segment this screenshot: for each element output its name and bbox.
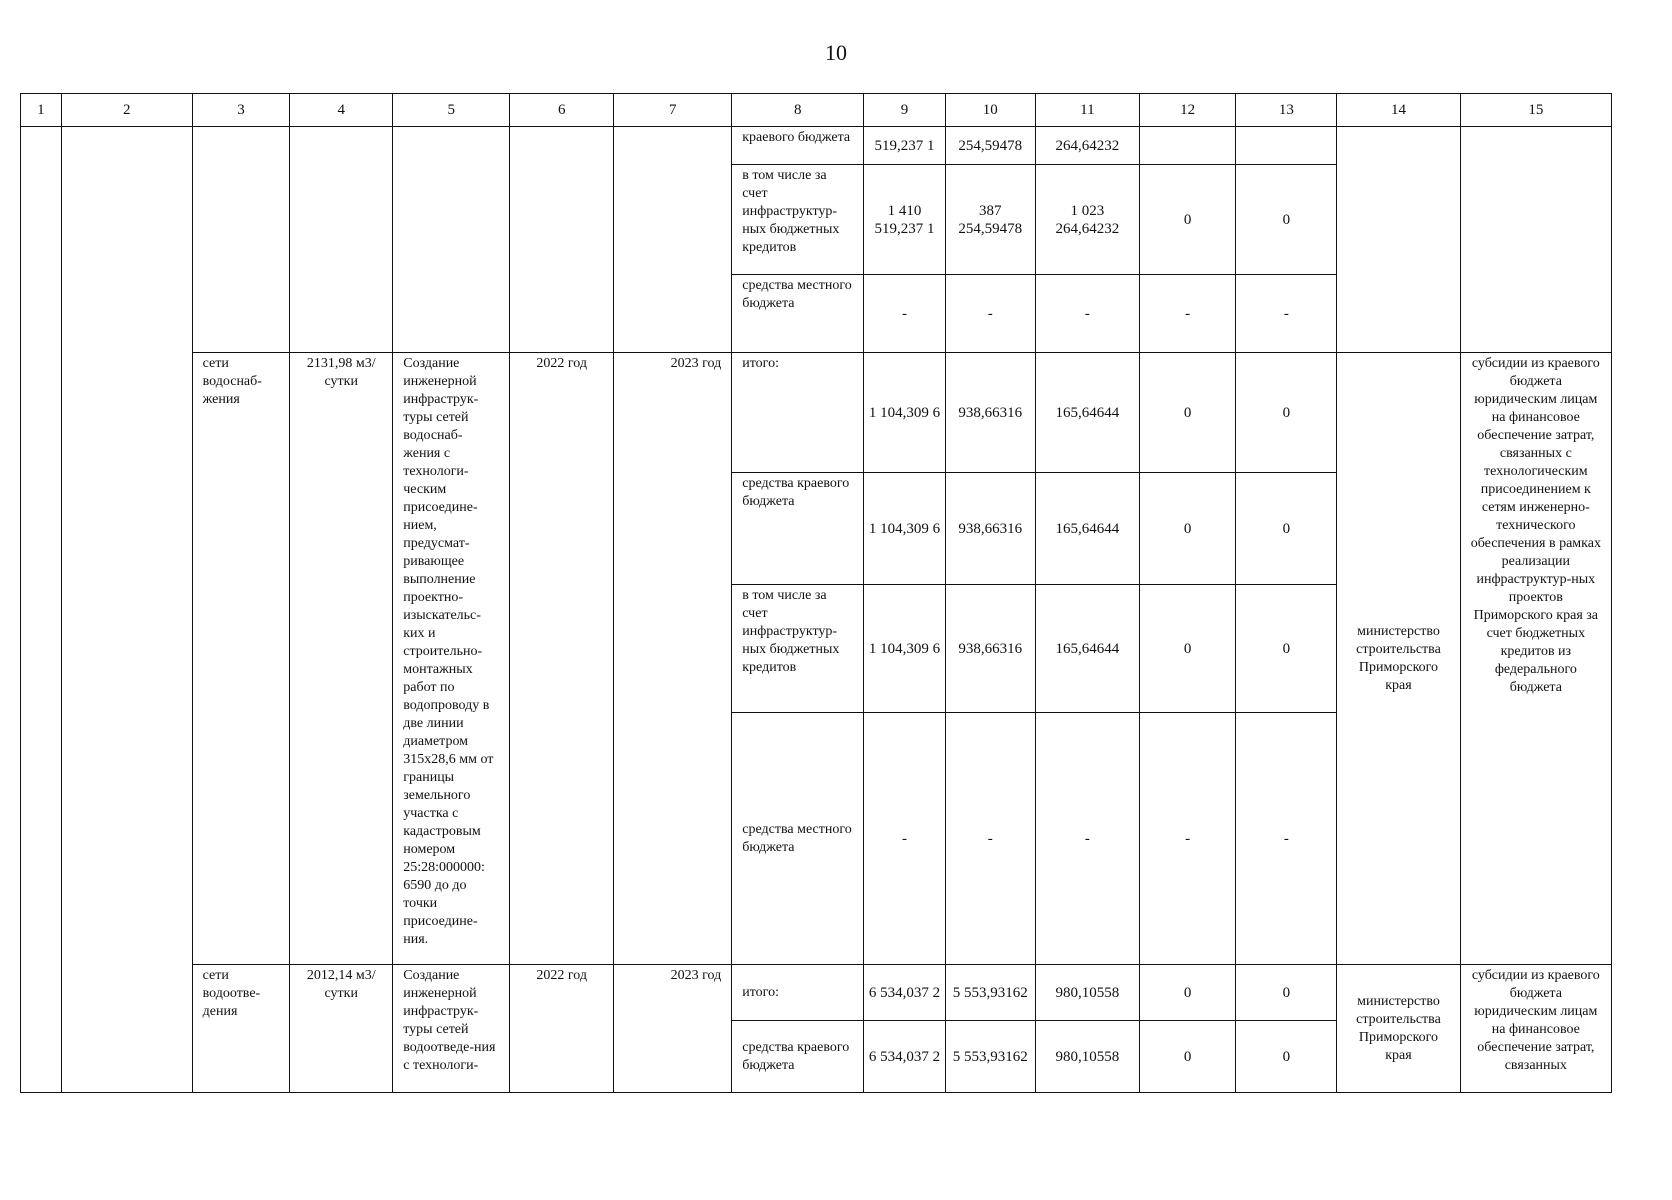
header-col-10: 10 — [945, 94, 1035, 127]
value-2025: 0 — [1236, 165, 1337, 275]
funding-note: субсидии из краевого бюджета юридическим лицам на финансовое обеспечение затрат, связанных с технологическим присоединением к сетям инженерно-технического обеспечения в рамках реализации инфраструктур-ных проектов Приморского края за счет бюджетных кредитов из федерального бюджета — [1460, 353, 1611, 965]
header-col-15: 15 — [1460, 94, 1611, 127]
value-2025: - — [1236, 275, 1337, 353]
value-2022: 5 553,93162 — [945, 965, 1035, 1021]
end-year: 2023 год — [614, 965, 732, 1093]
funding-source: средства местного бюджета — [732, 713, 864, 965]
header-col-9: 9 — [864, 94, 946, 127]
value-2025: - — [1236, 713, 1337, 965]
capacity: 2012,14 м3/сутки — [290, 965, 393, 1093]
value-2025: 0 — [1236, 473, 1337, 585]
funding-note: субсидии из краевого бюджета юридическим лицам на финансовое обеспечение затрат, связанных — [1460, 965, 1611, 1093]
header-col-1: 1 — [21, 94, 62, 127]
value-2023: - — [1035, 713, 1139, 965]
header-col-8: 8 — [732, 94, 864, 127]
header-col-3: 3 — [192, 94, 290, 127]
total-value: 6 534,037 2 — [864, 1021, 946, 1093]
value-2024: 0 — [1139, 1021, 1236, 1093]
investment-table — [20, 93, 1612, 1100]
total-value: - — [864, 713, 946, 965]
value-2023: 980,10558 — [1035, 1021, 1139, 1093]
value-2022: - — [945, 275, 1035, 353]
table-row — [21, 965, 1612, 1021]
cell-col-5 — [393, 127, 510, 353]
value-2023: 264,64232 — [1035, 127, 1139, 165]
total-value: 1 410 519,237 1 — [864, 165, 946, 275]
cell-col-2 — [61, 127, 192, 1093]
responsible-body: министерство строительства Приморского края — [1337, 353, 1460, 965]
funding-source: в том числе за счет инфраструктур-ных бюджетных кредитов — [732, 165, 864, 275]
value-2024 — [1139, 127, 1236, 165]
value-2022: 5 553,93162 — [945, 1021, 1035, 1093]
value-2025: 0 — [1236, 1021, 1337, 1093]
cell-col-4 — [290, 127, 393, 353]
total-value: 1 104,309 6 — [864, 353, 946, 473]
funding-source: итого: — [732, 965, 864, 1021]
total-value: - — [864, 275, 946, 353]
header-col-14: 14 — [1337, 94, 1460, 127]
table-row — [21, 353, 1612, 473]
table-row — [21, 127, 1612, 165]
header-col-5: 5 — [393, 94, 510, 127]
funding-source: средства краевого бюджета — [732, 473, 864, 585]
value-2024: 0 — [1139, 353, 1236, 473]
header-col-11: 11 — [1035, 94, 1139, 127]
value-2025: 0 — [1236, 585, 1337, 713]
value-2023: 980,10558 — [1035, 965, 1139, 1021]
value-2024: 0 — [1139, 165, 1236, 275]
value-2022: - — [945, 713, 1035, 965]
value-2022: 938,66316 — [945, 585, 1035, 713]
value-2022: 254,59478 — [945, 127, 1035, 165]
value-2024: 0 — [1139, 965, 1236, 1021]
object-name: сети водоотве-дения — [192, 965, 290, 1093]
responsible-body: министерство строительства Приморского края — [1337, 965, 1460, 1093]
cell-col-1 — [21, 127, 62, 1093]
value-2025: 0 — [1236, 965, 1337, 1021]
start-year: 2022 год — [510, 965, 614, 1093]
value-2023: 165,64644 — [1035, 585, 1139, 713]
funding-source: итого: — [732, 353, 864, 473]
value-2023: 165,64644 — [1035, 353, 1139, 473]
value-2024: 0 — [1139, 585, 1236, 713]
value-2022: 938,66316 — [945, 353, 1035, 473]
funding-source: в том числе за счет инфраструктур-ных бюджетных кредитов — [732, 585, 864, 713]
total-value: 519,237 1 — [864, 127, 946, 165]
header-col-7: 7 — [614, 94, 732, 127]
object-description: Создание инженерной инфраструк-туры сетей водоснаб-жения с технологи-ческим присоедине-нием, предусмат-ривающее выполнение проектно-изыскательс-ких и строительно-монтажных работ по водопроводу в две линии диаметром 315х28,6 мм от границы земельного участка с кадастровым номером 25:28:000000: 6590 до до точки присоедине-ния. — [393, 353, 510, 965]
cell-col-7 — [614, 127, 732, 353]
cell-col-3 — [192, 127, 290, 353]
object-description: Создание инженерной инфраструк-туры сетей водоотведе-ния с технологи- — [393, 965, 510, 1093]
header-row — [21, 94, 1612, 127]
header-col-2: 2 — [61, 94, 192, 127]
value-2024: - — [1139, 713, 1236, 965]
total-value: 1 104,309 6 — [864, 585, 946, 713]
end-year: 2023 год — [614, 353, 732, 965]
object-name: сети водоснаб-жения — [192, 353, 290, 965]
cell-col-15 — [1460, 127, 1611, 353]
total-value: 1 104,309 6 — [864, 473, 946, 585]
funding-source: средства местного бюджета — [732, 275, 864, 353]
page-number: 10 — [825, 40, 847, 65]
value-2025: 0 — [1236, 353, 1337, 473]
value-2024: 0 — [1139, 473, 1236, 585]
funding-source: средства краевого бюджета — [732, 1021, 864, 1093]
value-2023: - — [1035, 275, 1139, 353]
cell-col-14 — [1337, 127, 1460, 353]
value-2022: 938,66316 — [945, 473, 1035, 585]
cell-col-6 — [510, 127, 614, 353]
header-col-12: 12 — [1139, 94, 1236, 127]
value-2023: 165,64644 — [1035, 473, 1139, 585]
start-year: 2022 год — [510, 353, 614, 965]
funding-source: краевого бюджета — [732, 127, 864, 165]
header-col-6: 6 — [510, 94, 614, 127]
value-2022: 387 254,59478 — [945, 165, 1035, 275]
header-col-13: 13 — [1236, 94, 1337, 127]
value-2025 — [1236, 127, 1337, 165]
header-col-4: 4 — [290, 94, 393, 127]
value-2024: - — [1139, 275, 1236, 353]
value-2023: 1 023 264,64232 — [1035, 165, 1139, 275]
total-value: 6 534,037 2 — [864, 965, 946, 1021]
capacity: 2131,98 м3/сутки — [290, 353, 393, 965]
